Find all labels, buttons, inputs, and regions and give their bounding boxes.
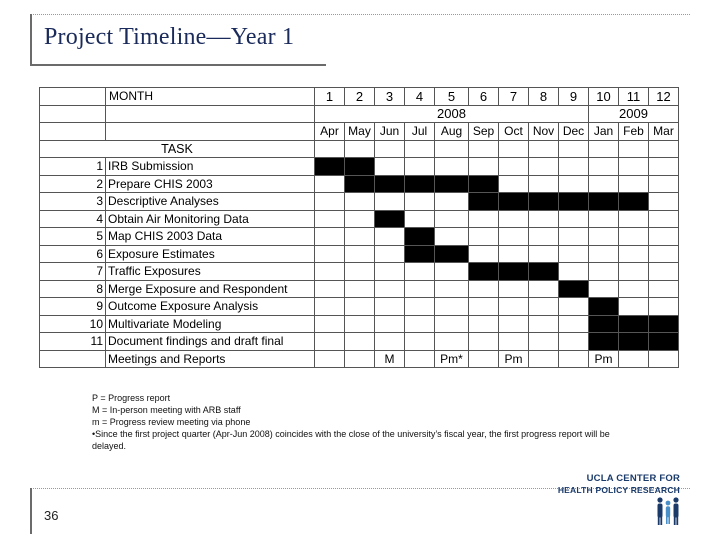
meeting-marker: [529, 350, 559, 368]
gantt-bar-cell: [589, 315, 619, 333]
blank-cell: [106, 105, 315, 123]
gantt-empty-cell: [435, 228, 469, 246]
gantt-empty-cell: [435, 193, 469, 211]
gantt-empty-cell: [559, 228, 589, 246]
blank-cell: [40, 123, 106, 141]
blank-cell: [649, 140, 679, 158]
gantt-empty-cell: [649, 210, 679, 228]
left-rule-top: [30, 14, 32, 66]
month-number: 10: [589, 88, 619, 106]
gantt-bar-cell: [469, 263, 499, 281]
gantt-empty-cell: [559, 315, 589, 333]
gantt-bar-cell: [405, 245, 435, 263]
month-name: Nov: [529, 123, 559, 141]
meeting-marker: M: [375, 350, 405, 368]
gantt-empty-cell: [529, 210, 559, 228]
meetings-label: Meetings and Reports: [106, 350, 315, 368]
meeting-marker: [345, 350, 375, 368]
blank-cell: [106, 123, 315, 141]
gantt-empty-cell: [529, 158, 559, 176]
task-number: 4: [40, 210, 106, 228]
task-row: [40, 333, 679, 351]
gantt-empty-cell: [345, 228, 375, 246]
month-name: Oct: [499, 123, 529, 141]
gantt-empty-cell: [315, 298, 345, 316]
gantt-empty-cell: [469, 298, 499, 316]
gantt-empty-cell: [589, 263, 619, 281]
gantt-empty-cell: [529, 228, 559, 246]
ucla-logo: [550, 470, 680, 528]
month-number: 8: [529, 88, 559, 106]
gantt-empty-cell: [649, 158, 679, 176]
blank-cell: [40, 105, 106, 123]
gantt-empty-cell: [405, 280, 435, 298]
month-number: 2: [345, 88, 375, 106]
note-in-person-meeting: M = In-person meeting with ARB staff: [92, 405, 241, 415]
left-rule-bottom: [30, 488, 32, 534]
gantt-empty-cell: [589, 210, 619, 228]
gantt-empty-cell: [405, 263, 435, 281]
month-name: Mar: [649, 123, 679, 141]
note-fiscal-year: •Since the first project quarter (Apr-Jun 2008) coincides with the close of the university’s fiscal year, the first progress report will be delayed.: [92, 429, 610, 451]
blank-cell: [589, 140, 619, 158]
gantt-bar-cell: [619, 333, 649, 351]
gantt-empty-cell: [315, 263, 345, 281]
gantt-empty-cell: [619, 210, 649, 228]
gantt-empty-cell: [619, 158, 649, 176]
gantt-empty-cell: [405, 298, 435, 316]
gantt-empty-cell: [469, 210, 499, 228]
gantt-empty-cell: [375, 263, 405, 281]
meeting-marker: [405, 350, 435, 368]
gantt-empty-cell: [649, 280, 679, 298]
gantt-bar-cell: [469, 175, 499, 193]
gantt-bar-cell: [435, 175, 469, 193]
gantt-empty-cell: [619, 228, 649, 246]
gantt-empty-cell: [559, 210, 589, 228]
gantt-empty-cell: [315, 315, 345, 333]
year-2008: 2008: [315, 105, 589, 123]
gantt-bar-cell: [589, 333, 619, 351]
gantt-bar-cell: [559, 193, 589, 211]
gantt-empty-cell: [649, 298, 679, 316]
gantt-empty-cell: [589, 175, 619, 193]
note-progress-report: P = Progress report: [92, 393, 171, 403]
gantt-empty-cell: [649, 245, 679, 263]
gantt-empty-cell: [499, 245, 529, 263]
gantt-empty-cell: [619, 263, 649, 281]
task-row: [40, 228, 679, 246]
blank-cell: [435, 140, 469, 158]
gantt-empty-cell: [345, 333, 375, 351]
gantt-empty-cell: [435, 333, 469, 351]
month-name: May: [345, 123, 375, 141]
gantt-bar-cell: [619, 315, 649, 333]
task-name: Map CHIS 2003 Data: [106, 228, 315, 246]
top-rule: [30, 14, 690, 15]
gantt-bar-cell: [375, 175, 405, 193]
month-number: 6: [469, 88, 499, 106]
month-number: 5: [435, 88, 469, 106]
month-number: 4: [405, 88, 435, 106]
gantt-empty-cell: [469, 245, 499, 263]
task-number: 10: [40, 315, 106, 333]
gantt-empty-cell: [619, 245, 649, 263]
gantt-empty-cell: [499, 298, 529, 316]
note-phone-review: m = Progress review meeting via phone: [92, 417, 251, 427]
gantt-empty-cell: [375, 193, 405, 211]
gantt-bar-cell: [589, 298, 619, 316]
gantt-empty-cell: [435, 263, 469, 281]
month-name: Jan: [589, 123, 619, 141]
month-name: Jul: [405, 123, 435, 141]
page-number: 36: [44, 508, 59, 523]
meeting-marker: Pm*: [435, 350, 469, 368]
task-name: Multivariate Modeling: [106, 315, 315, 333]
gantt-bar-cell: [649, 315, 679, 333]
task-row: [40, 210, 679, 228]
task-name: Traffic Exposures: [106, 263, 315, 281]
gantt-empty-cell: [345, 298, 375, 316]
task-row: [40, 263, 679, 281]
gantt-empty-cell: [589, 280, 619, 298]
task-number: 2: [40, 175, 106, 193]
blank-cell: [529, 140, 559, 158]
meeting-marker: [649, 350, 679, 368]
task-number: 8: [40, 280, 106, 298]
month-number: 9: [559, 88, 589, 106]
task-name: Prepare CHIS 2003: [106, 175, 315, 193]
gantt-bar-cell: [375, 210, 405, 228]
meeting-marker: [619, 350, 649, 368]
task-row: [40, 280, 679, 298]
month-name-row: [40, 123, 679, 141]
gantt-empty-cell: [315, 333, 345, 351]
gantt-empty-cell: [559, 245, 589, 263]
gantt-empty-cell: [499, 333, 529, 351]
gantt-empty-cell: [375, 280, 405, 298]
gantt-empty-cell: [469, 228, 499, 246]
meetings-row: [40, 350, 679, 368]
task-name: Outcome Exposure Analysis: [106, 298, 315, 316]
task-number: 1: [40, 158, 106, 176]
gantt-bar-cell: [499, 263, 529, 281]
gantt-empty-cell: [375, 315, 405, 333]
gantt-empty-cell: [499, 158, 529, 176]
gantt-empty-cell: [435, 280, 469, 298]
gantt-empty-cell: [345, 210, 375, 228]
gantt-empty-cell: [559, 175, 589, 193]
gantt-empty-cell: [345, 263, 375, 281]
gantt-empty-cell: [499, 280, 529, 298]
gantt-empty-cell: [315, 193, 345, 211]
gantt-empty-cell: [529, 298, 559, 316]
gantt-empty-cell: [619, 175, 649, 193]
gantt-empty-cell: [405, 158, 435, 176]
gantt-empty-cell: [315, 175, 345, 193]
meeting-marker: [469, 350, 499, 368]
gantt-bar-cell: [649, 333, 679, 351]
task-row: [40, 193, 679, 211]
month-name: Apr: [315, 123, 345, 141]
task-number: 7: [40, 263, 106, 281]
blank-cell: [559, 140, 589, 158]
gantt-empty-cell: [435, 210, 469, 228]
gantt-empty-cell: [529, 175, 559, 193]
gantt-empty-cell: [529, 315, 559, 333]
gantt-bar-cell: [345, 158, 375, 176]
month-number: 7: [499, 88, 529, 106]
gantt-empty-cell: [499, 315, 529, 333]
logo-line2: HEALTH POLICY RESEARCH: [557, 485, 680, 495]
gantt-empty-cell: [405, 333, 435, 351]
gantt-bar-cell: [405, 175, 435, 193]
gantt-bar-cell: [499, 193, 529, 211]
gantt-empty-cell: [589, 245, 619, 263]
task-row: [40, 315, 679, 333]
gantt-empty-cell: [529, 280, 559, 298]
gantt-empty-cell: [375, 228, 405, 246]
gantt-empty-cell: [529, 245, 559, 263]
blank-cell: [469, 140, 499, 158]
gantt-empty-cell: [469, 333, 499, 351]
task-number: 5: [40, 228, 106, 246]
meeting-marker: [559, 350, 589, 368]
title-underline: [30, 64, 326, 66]
task-row: [40, 175, 679, 193]
gantt-bar-cell: [529, 263, 559, 281]
month-number: 3: [375, 88, 405, 106]
logo-line1: UCLA CENTER FOR: [586, 473, 680, 484]
task-number: 6: [40, 245, 106, 263]
gantt-empty-cell: [469, 315, 499, 333]
gantt-empty-cell: [435, 315, 469, 333]
month-number: 1: [315, 88, 345, 106]
meeting-marker: Pm: [499, 350, 529, 368]
year-2009: 2009: [589, 105, 679, 123]
gantt-empty-cell: [375, 298, 405, 316]
year-row: [40, 105, 679, 123]
gantt-empty-cell: [469, 280, 499, 298]
task-number: 11: [40, 333, 106, 351]
gantt-bar-cell: [529, 193, 559, 211]
gantt-bar-cell: [405, 228, 435, 246]
task-name: Exposure Estimates: [106, 245, 315, 263]
month-name: Feb: [619, 123, 649, 141]
gantt-empty-cell: [315, 245, 345, 263]
blank-cell: [405, 140, 435, 158]
month-number: 11: [619, 88, 649, 106]
task-header-row: [40, 140, 679, 158]
task-row: [40, 158, 679, 176]
gantt-empty-cell: [589, 158, 619, 176]
gantt-empty-cell: [345, 245, 375, 263]
gantt-bar-cell: [589, 193, 619, 211]
task-header: TASK: [40, 140, 315, 158]
month-name: Aug: [435, 123, 469, 141]
meeting-marker: Pm: [589, 350, 619, 368]
gantt-empty-cell: [559, 298, 589, 316]
gantt-empty-cell: [649, 175, 679, 193]
gantt-empty-cell: [499, 210, 529, 228]
blank-cell: [345, 140, 375, 158]
month-label: MONTH: [106, 88, 315, 106]
corner-cell: [40, 88, 106, 106]
blank-cell: [375, 140, 405, 158]
legend-notes: [92, 392, 632, 452]
gantt-empty-cell: [619, 280, 649, 298]
gantt-empty-cell: [345, 280, 375, 298]
gantt-empty-cell: [405, 193, 435, 211]
gantt-empty-cell: [559, 263, 589, 281]
gantt-empty-cell: [529, 333, 559, 351]
gantt-empty-cell: [375, 158, 405, 176]
meeting-marker: [315, 350, 345, 368]
blank-cell: [499, 140, 529, 158]
gantt-empty-cell: [469, 158, 499, 176]
gantt-empty-cell: [375, 245, 405, 263]
gantt-empty-cell: [649, 263, 679, 281]
gantt-table: [39, 87, 679, 368]
gantt-bar-cell: [345, 175, 375, 193]
gantt-empty-cell: [619, 298, 649, 316]
month-number-row: [40, 88, 679, 106]
gantt-empty-cell: [405, 210, 435, 228]
month-number: 12: [649, 88, 679, 106]
task-name: IRB Submission: [106, 158, 315, 176]
task-name: Descriptive Analyses: [106, 193, 315, 211]
task-row: [40, 298, 679, 316]
gantt-empty-cell: [435, 298, 469, 316]
task-row: [40, 245, 679, 263]
gantt-empty-cell: [435, 158, 469, 176]
gantt-empty-cell: [559, 158, 589, 176]
gantt-empty-cell: [315, 210, 345, 228]
gantt-bar-cell: [435, 245, 469, 263]
gantt-empty-cell: [649, 193, 679, 211]
people-figures-icon: [656, 496, 680, 526]
gantt-empty-cell: [405, 315, 435, 333]
month-name: Jun: [375, 123, 405, 141]
gantt-empty-cell: [499, 228, 529, 246]
gantt-empty-cell: [345, 193, 375, 211]
task-number: 3: [40, 193, 106, 211]
blank-cell: [315, 140, 345, 158]
blank-cell: [40, 350, 106, 368]
gantt-bar-cell: [469, 193, 499, 211]
task-name: Obtain Air Monitoring Data: [106, 210, 315, 228]
gantt-empty-cell: [649, 228, 679, 246]
gantt-empty-cell: [375, 333, 405, 351]
blank-cell: [619, 140, 649, 158]
gantt-empty-cell: [345, 315, 375, 333]
gantt-empty-cell: [315, 280, 345, 298]
task-name: Document findings and draft final: [106, 333, 315, 351]
gantt-empty-cell: [499, 175, 529, 193]
gantt-empty-cell: [315, 228, 345, 246]
slide-title: Project Timeline—Year 1: [44, 24, 295, 50]
task-name: Merge Exposure and Respondent: [106, 280, 315, 298]
task-number: 9: [40, 298, 106, 316]
gantt-bar-cell: [315, 158, 345, 176]
gantt-bar-cell: [559, 280, 589, 298]
gantt-bar-cell: [619, 193, 649, 211]
gantt-empty-cell: [559, 333, 589, 351]
gantt-empty-cell: [589, 228, 619, 246]
month-name: Dec: [559, 123, 589, 141]
month-name: Sep: [469, 123, 499, 141]
